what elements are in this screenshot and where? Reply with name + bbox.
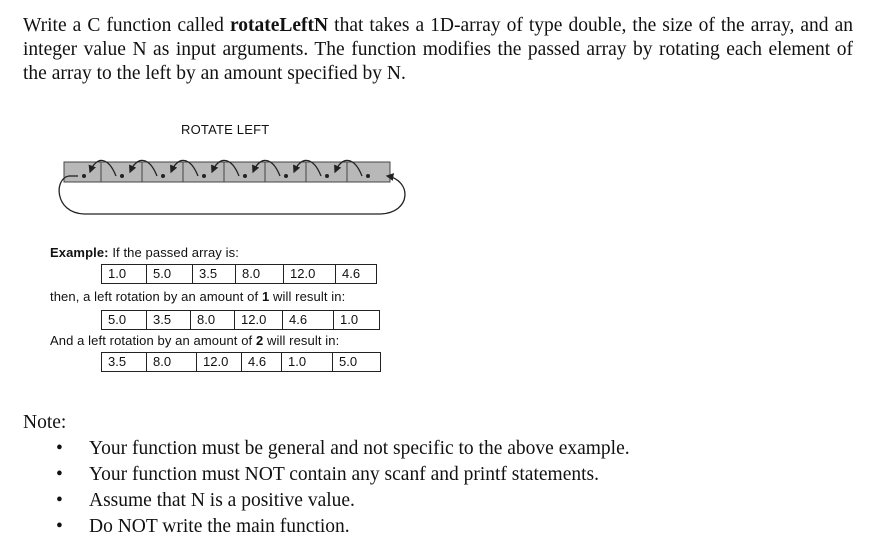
note-item: [56, 462, 630, 488]
array-cell: 5.0: [147, 265, 193, 283]
rotated-by-2-array: [101, 352, 381, 372]
example-line-3: [50, 333, 339, 348]
array-cell: 3.5: [193, 265, 236, 283]
note-item-text: Your function must be general and not specific to the above example.: [89, 438, 630, 459]
rotate-left-diagram: [50, 118, 420, 236]
example-line-3-suffix: will result in:: [263, 333, 340, 348]
array-cell: 3.5: [102, 353, 147, 371]
array-cell: 4.6: [342, 266, 361, 281]
example-line-1: [50, 245, 239, 260]
array-cell: 4.6: [242, 353, 282, 371]
example-line-2-prefix: then, a left rotation by an amount of: [50, 289, 262, 304]
statement-text-start: Write a C function called: [23, 15, 230, 36]
statement-text-rest: that takes a 1D-array of type double, the size of the array, and an integer value N as input arguments. The function modifies the passed array by rotating each element of the array to the left by an amount specified by N.: [23, 15, 853, 84]
example-line-2: [50, 289, 345, 304]
note-item: [56, 488, 630, 514]
array-cell: 1.0: [340, 312, 359, 327]
rotation-amount-2: 2: [255, 333, 264, 348]
example-line-1-text: If the passed array is:: [108, 245, 239, 260]
array-cell: 12.0: [284, 265, 336, 283]
array-strip: [64, 162, 390, 182]
note-item-text: Assume that N is a positive value.: [89, 490, 355, 511]
problem-statement: [23, 14, 853, 86]
note-item-text: Do NOT write the main function.: [89, 516, 350, 537]
array-cell: 4.6: [283, 311, 334, 329]
array-cell: 5.0: [339, 354, 358, 369]
rotated-by-1-array: [101, 310, 380, 330]
array-cell: 5.0: [102, 311, 147, 329]
note-list: [56, 436, 630, 540]
array-cell: 3.5: [147, 311, 191, 329]
bullet-icon: •: [56, 490, 63, 511]
array-cell: 1.0: [282, 353, 333, 371]
note-item: [56, 514, 630, 540]
rotation-amount-1: 1: [261, 289, 270, 304]
example-line-2-suffix: will result in:: [269, 289, 346, 304]
note-heading: Note:: [23, 412, 67, 433]
array-cell: 8.0: [236, 265, 284, 283]
function-name: rotateLeftN: [229, 15, 329, 36]
example-line-3-prefix: And a left rotation by an amount of: [50, 333, 256, 348]
array-cell: 8.0: [191, 311, 235, 329]
bullet-icon: •: [56, 438, 63, 459]
original-array: [101, 264, 377, 284]
bullet-icon: •: [56, 464, 63, 485]
example-label: Example:: [50, 245, 109, 260]
array-cell: 12.0: [235, 311, 283, 329]
bullet-icon: •: [56, 516, 63, 537]
array-cell: 12.0: [197, 353, 242, 371]
note-item-text: Your function must NOT contain any scanf and printf statements.: [89, 464, 599, 485]
note-item: [56, 436, 630, 462]
array-cell: 8.0: [147, 353, 197, 371]
diagram-title: ROTATE LEFT: [181, 122, 270, 137]
array-cell: 1.0: [102, 265, 147, 283]
